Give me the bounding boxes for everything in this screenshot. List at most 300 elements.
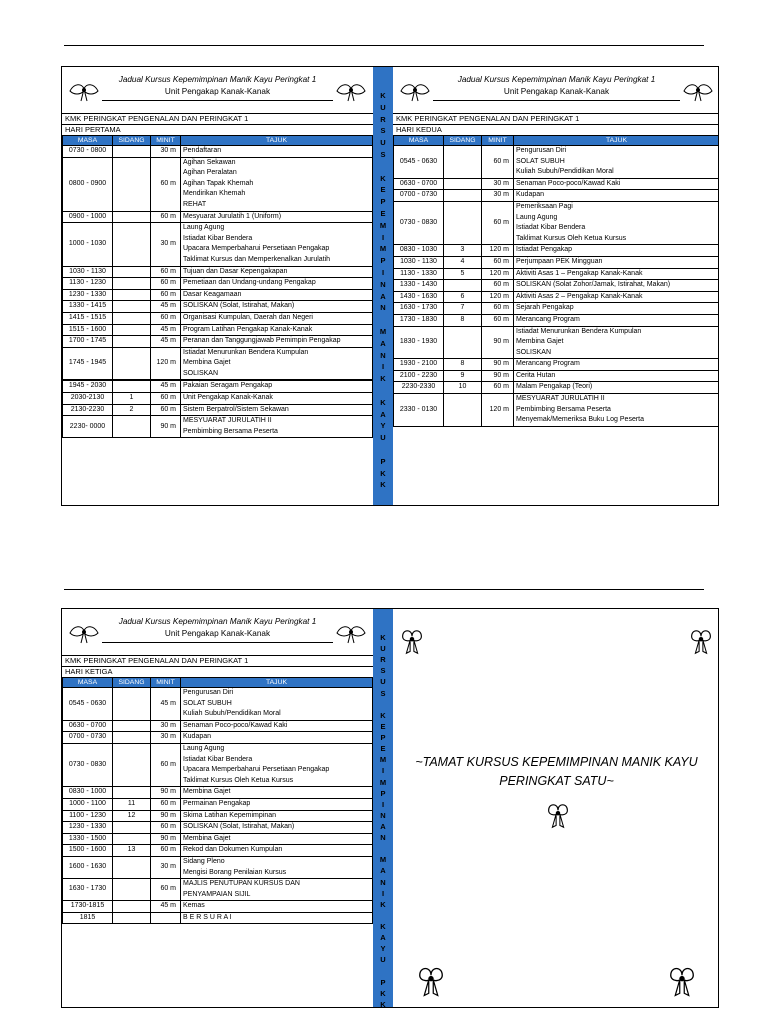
cell-sidang: 7 [444, 303, 482, 315]
cell-minit: 60 m [482, 201, 514, 244]
cell-masa: 0730 - 0830 [63, 743, 113, 786]
cell-tajuk [181, 393, 373, 405]
course-spine [373, 67, 393, 505]
tajuk-line: Istiadat Kibar Bendera [183, 234, 253, 242]
cell-masa: 2230-2330 [394, 382, 444, 394]
cell-minit: 60 m [151, 157, 181, 211]
tajuk-line: Sistem Berpatrol/Sistem Sekawan [183, 405, 289, 413]
tajuk-line: Malam Pengakap (Teori) [516, 383, 593, 391]
spine-letter: P [380, 733, 386, 743]
tajuk-line: Permainan Pengakap [183, 799, 251, 807]
cell-minit: 60 m [482, 382, 514, 394]
cell-minit: 30 m [151, 732, 181, 744]
spine-letter: K [380, 397, 386, 407]
cell-tajuk [514, 394, 720, 427]
tajuk-line: Kemas [183, 902, 205, 910]
cell-minit: 90 m [482, 326, 514, 359]
cell-minit: 45 m [151, 324, 181, 336]
table-row [63, 301, 373, 313]
course-spine [373, 609, 393, 1007]
spine-letter: A [380, 822, 386, 831]
tajuk-line: Unit Pengakap Kanak-Kanak [183, 394, 273, 402]
unit-name: Unit Pengakap Kanak-Kanak [503, 87, 610, 96]
cell-minit: 30 m [151, 720, 181, 732]
col-minit: MINIT [151, 136, 181, 146]
cell-sidang [113, 688, 151, 721]
cell-masa: 1030 - 1130 [63, 266, 113, 278]
spine-letter: S [380, 150, 386, 159]
tajuk-line: SOLISKAN (Solat Zohor/Jamak, Istirahat, Makan) [516, 281, 671, 289]
cell-minit: 60 m [151, 879, 181, 901]
cell-masa: 2230- 0000 [63, 416, 113, 438]
cell-tajuk [181, 732, 373, 744]
schedule-card-2 [61, 608, 719, 1008]
table-row [63, 833, 373, 845]
table-row [394, 146, 720, 179]
course-level: KMK PERINGKAT PENGENALAN DAN PERINGKAT 1 [62, 655, 373, 666]
tajuk-line: Agihan Sekawan [183, 158, 236, 166]
cell-minit: 45 m [151, 901, 181, 913]
cell-sidang [113, 879, 151, 901]
cell-tajuk [514, 268, 720, 280]
tajuk-line: Istiadat Kibar Bendera [516, 224, 586, 232]
tajuk-line: SOLISKAN (Solat, Istirahat, Makan) [183, 302, 295, 310]
cell-masa: 1230 - 1330 [63, 289, 113, 301]
cell-sidang [113, 856, 151, 878]
cell-sidang: 12 [113, 810, 151, 822]
spine-letter: A [380, 933, 386, 943]
table-row [63, 393, 373, 405]
schedule-header [62, 67, 373, 113]
table-row [63, 324, 373, 336]
spine-letter: R [380, 655, 386, 665]
cell-masa: 2100 - 2230 [394, 370, 444, 382]
cell-tajuk [181, 324, 373, 336]
cell-tajuk [181, 901, 373, 913]
cell-sidang [113, 157, 151, 211]
tajuk-line: Tujuan dan Dasar Kepengakapan [183, 267, 288, 275]
schedule-header [62, 609, 373, 655]
cell-masa: 0545 - 0630 [63, 688, 113, 721]
spine-letter: S [380, 126, 386, 136]
closing-line-1: ~TAMAT KURSUS KEPEMIMPINAN MANIK KAYU [415, 755, 698, 769]
cell-sidang [113, 312, 151, 324]
cell-tajuk [514, 256, 720, 268]
table-row [394, 303, 720, 315]
cell-tajuk [514, 326, 720, 359]
cell-masa: 2130-2230 [63, 404, 113, 416]
table-row [63, 266, 373, 278]
spine-letter: E [380, 721, 386, 731]
spine-letter: Y [380, 944, 386, 954]
spine-letter: A [380, 866, 386, 876]
table-row [63, 822, 373, 834]
col-sidang: SIDANG [113, 678, 151, 688]
tajuk-line: SOLISKAN [516, 348, 552, 356]
cell-sidang [444, 190, 482, 202]
cell-sidang [113, 301, 151, 313]
table-row [394, 256, 720, 268]
schedule-table-day1 [62, 135, 373, 438]
cell-minit: 45 m [151, 688, 181, 721]
cell-tajuk [514, 291, 720, 303]
woggle-knot-icon [662, 964, 702, 1000]
cell-tajuk [181, 810, 373, 822]
cell-minit: 30 m [151, 146, 181, 158]
cell-sidang [113, 223, 151, 266]
tajuk-line: Cerita Hutan [516, 371, 556, 379]
table-row [63, 798, 373, 810]
cell-masa: 1000 - 1030 [63, 223, 113, 266]
spine-letter: M [379, 327, 387, 336]
table-row [63, 787, 373, 799]
table-row [63, 157, 373, 211]
cell-tajuk [181, 381, 373, 393]
cell-sidang: 10 [444, 382, 482, 394]
cell-masa: 1030 - 1130 [394, 256, 444, 268]
table-row [63, 404, 373, 416]
cell-tajuk [514, 370, 720, 382]
spine-letter: M [379, 777, 387, 787]
cell-sidang: 3 [444, 245, 482, 257]
tajuk-line: Membina Gajet [183, 359, 231, 367]
cell-masa: 1945 - 2030 [63, 381, 113, 393]
cell-masa: 1600 - 1630 [63, 856, 113, 878]
spine-letter: P [380, 788, 386, 798]
table-row [63, 278, 373, 290]
tajuk-line: Laung Agung [516, 213, 558, 221]
cell-masa: 1830 - 1930 [394, 326, 444, 359]
tajuk-line: Istiadat Menurunkan Bendera Kumpulan [516, 327, 642, 335]
cell-minit: 45 m [151, 381, 181, 393]
tajuk-line: Laung Agung [183, 224, 225, 232]
cell-minit: 30 m [482, 178, 514, 190]
cell-masa: 2330 - 0130 [394, 394, 444, 427]
cell-minit: 120 m [482, 291, 514, 303]
table-row [63, 336, 373, 348]
course-level: KMK PERINGKAT PENGENALAN DAN PERINGKAT 1 [393, 113, 719, 124]
separator-middle [64, 589, 704, 590]
spine-letter: K [380, 173, 386, 183]
tajuk-line: Pembimbing Bersama Peserta [516, 405, 611, 413]
spine-letter: K [380, 480, 386, 490]
cell-tajuk [181, 688, 373, 721]
tajuk-line: Pendaftaran [183, 147, 222, 154]
cell-tajuk [181, 157, 373, 211]
table-row [63, 901, 373, 913]
woggle-knot-icon [397, 627, 427, 657]
cell-minit: 60 m [151, 393, 181, 405]
cell-minit: 60 m [151, 211, 181, 223]
cell-minit: 60 m [482, 280, 514, 292]
spine-letter: M [379, 855, 387, 865]
tajuk-line: MAJLIS PENUTUPAN KURSUS DAN [183, 880, 300, 888]
cell-tajuk [514, 359, 720, 371]
table-row [63, 856, 373, 878]
cell-minit [151, 912, 181, 924]
tajuk-line: Kudapan [183, 733, 212, 741]
cell-minit: 60 m [151, 278, 181, 290]
table-row [394, 245, 720, 257]
cell-minit: 60 m [151, 743, 181, 786]
table-row [394, 291, 720, 303]
cell-sidang [113, 743, 151, 786]
tajuk-line: Program Latihan Pengakap Kanak-Kanak [183, 325, 313, 333]
tajuk-line: Istiadat Menurunkan Bendera Kumpulan [183, 348, 309, 356]
cell-sidang: 1 [113, 393, 151, 405]
unit-name: Unit Pengakap Kanak-Kanak [164, 629, 271, 638]
cell-tajuk [181, 278, 373, 290]
cell-sidang [113, 289, 151, 301]
cell-tajuk [181, 289, 373, 301]
cell-masa: 1745 - 1945 [63, 347, 113, 380]
separator-top [64, 45, 704, 46]
tajuk-line: Membina Gajet [183, 834, 231, 842]
cell-tajuk [181, 301, 373, 313]
cell-minit: 60 m [151, 845, 181, 857]
spine-letter: N [380, 279, 386, 289]
cell-minit: 60 m [151, 404, 181, 416]
tajuk-line: Membina Gajet [183, 788, 231, 796]
cell-minit: 45 m [151, 336, 181, 348]
cell-minit: 60 m [482, 314, 514, 326]
cell-tajuk [181, 720, 373, 732]
cell-sidang [113, 324, 151, 336]
col-tajuk: TAJUK [514, 136, 720, 146]
cell-sidang [113, 336, 151, 348]
spine-letter: N [380, 810, 386, 820]
cell-masa: 0630 - 0700 [394, 178, 444, 190]
tajuk-line: Kudapan [516, 191, 545, 199]
spine-letter: K [380, 710, 386, 720]
cell-tajuk [181, 404, 373, 416]
tajuk-line: Upacara Memperbaharui Persetiaan Pengakap [183, 766, 330, 774]
cell-masa: 0730 - 0830 [394, 201, 444, 244]
cell-masa: 1515 - 1600 [63, 324, 113, 336]
table-row [63, 289, 373, 301]
cell-masa: 0700 - 0730 [394, 190, 444, 202]
cell-masa: 2030-2130 [63, 393, 113, 405]
table-row [394, 394, 720, 427]
table-row [394, 178, 720, 190]
cell-minit: 90 m [151, 833, 181, 845]
table-row [63, 211, 373, 223]
spine-letter: P [380, 197, 386, 207]
schedule-table-day2 [393, 135, 719, 427]
cell-masa: 0800 - 0900 [63, 157, 113, 211]
tajuk-line: Laung Agung [183, 744, 225, 752]
cell-sidang [113, 381, 151, 393]
cell-sidang [444, 201, 482, 244]
cell-tajuk [181, 211, 373, 223]
table-row [63, 810, 373, 822]
cell-minit: 60 m [151, 312, 181, 324]
cell-masa: 1730 - 1830 [394, 314, 444, 326]
cell-sidang [113, 146, 151, 158]
spine-letter: A [380, 338, 386, 348]
cell-tajuk [181, 266, 373, 278]
cell-sidang [113, 901, 151, 913]
tajuk-line: Upacara Memperbaharui Persetiaan Pengakap [183, 245, 330, 253]
spine-letter: U [380, 138, 386, 148]
tajuk-line: Sidang Pleno [183, 857, 225, 865]
tajuk-line: Merancang Program [516, 315, 580, 323]
tajuk-line: Mendirikan Khemah [183, 190, 246, 198]
cell-minit: 60 m [151, 266, 181, 278]
cell-masa: 1815 [63, 912, 113, 924]
closing-panel [393, 609, 719, 1007]
cell-tajuk [181, 787, 373, 799]
table-row [394, 280, 720, 292]
cell-tajuk [514, 245, 720, 257]
panel-day3 [62, 609, 373, 1007]
col-masa: MASA [63, 136, 113, 146]
tajuk-line: SOLISKAN [183, 369, 219, 377]
cell-sidang: 13 [113, 845, 151, 857]
cell-masa: 1730-1815 [63, 901, 113, 913]
tajuk-line: Aktiviti Asas 1 – Pengakap Kanak-Kanak [516, 269, 643, 277]
col-masa: MASA [63, 678, 113, 688]
spine-letter: E [380, 185, 386, 195]
table-row [394, 314, 720, 326]
cell-sidang [113, 266, 151, 278]
spine-letter: U [380, 433, 386, 443]
cell-tajuk [514, 146, 720, 179]
table-row [63, 312, 373, 324]
tajuk-line: Agihan Peralatan [183, 169, 237, 177]
closing-line-2: PERINGKAT SATU~ [499, 774, 614, 788]
spine-letter: E [380, 744, 386, 754]
cell-sidang [113, 211, 151, 223]
cell-masa: 1330 - 1430 [394, 280, 444, 292]
spine-letter: M [379, 244, 387, 254]
woggle-knot-icon [686, 627, 716, 657]
cell-tajuk [514, 303, 720, 315]
schedule-header [393, 67, 719, 113]
cell-tajuk [514, 314, 720, 326]
spine-letter: Y [380, 421, 386, 431]
cell-masa: 0900 - 1000 [63, 211, 113, 223]
spine-letter: E [380, 209, 386, 218]
tajuk-line: Perjumpaan PEK Mingguan [516, 257, 603, 265]
spine-letter: M [379, 220, 387, 230]
table-row [394, 382, 720, 394]
woggle-knot-icon [411, 964, 451, 1000]
spine-letter: K [380, 899, 386, 909]
cell-minit: 120 m [151, 347, 181, 380]
day-label: HARI KETIGA [62, 666, 373, 677]
cell-sidang [113, 833, 151, 845]
table-row [63, 720, 373, 732]
spine-letter: I [381, 232, 385, 242]
tajuk-line: Mesyuarat Jurulatih 1 (Uniform) [183, 212, 282, 220]
cell-tajuk [181, 416, 373, 438]
table-row [63, 743, 373, 786]
tajuk-line: Pembimbing Bersama Peserta [183, 427, 278, 435]
cell-masa: 1330 - 1500 [63, 833, 113, 845]
tajuk-line: Dasar Keagamaan [183, 290, 242, 298]
cell-sidang [113, 347, 151, 380]
table-row [394, 268, 720, 280]
spine-letter: I [381, 888, 385, 898]
table-row [394, 201, 720, 244]
cell-masa: 1415 - 1515 [63, 312, 113, 324]
cell-masa: 1430 - 1630 [394, 291, 444, 303]
tajuk-line: REHAT [183, 200, 207, 208]
table-row [63, 416, 373, 438]
cell-tajuk [181, 912, 373, 924]
cell-tajuk [181, 223, 373, 266]
woggle-knot-icon [543, 801, 573, 831]
cell-minit: 90 m [151, 810, 181, 822]
tajuk-line: Istiadat Pengakap [516, 246, 573, 254]
panel-day2 [393, 67, 719, 505]
cell-sidang [113, 822, 151, 834]
cell-minit: 30 m [151, 856, 181, 878]
cell-minit: 30 m [482, 190, 514, 202]
spine-letter: K [380, 374, 386, 384]
schedule-title: Jadual Kursus Kepemimpinan Manik Kayu Peringkat 1 [118, 617, 317, 626]
cell-sidang [444, 394, 482, 427]
cell-masa: 0545 - 0630 [394, 146, 444, 179]
spine-letter: U [380, 102, 386, 112]
spine-letter: K [380, 988, 386, 998]
col-minit: MINIT [482, 136, 514, 146]
spine-letter: U [380, 677, 386, 687]
spine-letter: U [380, 955, 386, 965]
cell-sidang: 8 [444, 359, 482, 371]
tajuk-line: PENYAMPAIAN SIJIL [183, 890, 251, 898]
cell-minit: 90 m [151, 787, 181, 799]
cell-masa: 1000 - 1100 [63, 798, 113, 810]
table-row [63, 146, 373, 158]
cell-minit: 30 m [151, 223, 181, 266]
cell-sidang: 11 [113, 798, 151, 810]
tajuk-line: Pemeriksaan Pagi [516, 202, 573, 210]
table-row [63, 845, 373, 857]
cell-sidang: 6 [444, 291, 482, 303]
spine-letter: I [381, 799, 385, 809]
tajuk-line: Pengurusan Diri [183, 689, 234, 696]
spine-letter: A [380, 291, 386, 301]
cell-sidang: 5 [444, 268, 482, 280]
tajuk-line: Pakaian Seragam Pengakap [183, 382, 273, 390]
spine-letter: N [380, 350, 386, 360]
cell-sidang [113, 912, 151, 924]
cell-masa: 1930 - 2100 [394, 359, 444, 371]
table-row [63, 688, 373, 721]
cell-sidang: 4 [444, 256, 482, 268]
schedule-table-day3 [62, 677, 373, 924]
day-label: HARI PERTAMA [62, 124, 373, 135]
tajuk-line: Merancang Program [516, 360, 580, 368]
cell-minit: 60 m [482, 146, 514, 179]
col-sidang: SIDANG [113, 136, 151, 146]
cell-masa: 0700 - 0730 [63, 732, 113, 744]
cell-minit: 60 m [151, 822, 181, 834]
schedule-card-1 [61, 66, 719, 506]
cell-tajuk [181, 347, 373, 380]
cell-masa: 1500 - 1600 [63, 845, 113, 857]
spine-letter: I [381, 362, 385, 372]
cell-sidang: 9 [444, 370, 482, 382]
tajuk-line: SOLAT SUBUH [516, 157, 565, 165]
course-level: KMK PERINGKAT PENGENALAN DAN PERINGKAT 1 [62, 113, 373, 124]
closing-message [413, 753, 700, 791]
spine-letter: K [380, 468, 386, 478]
spine-letter: N [380, 833, 386, 843]
spine-letter: P [380, 977, 386, 987]
